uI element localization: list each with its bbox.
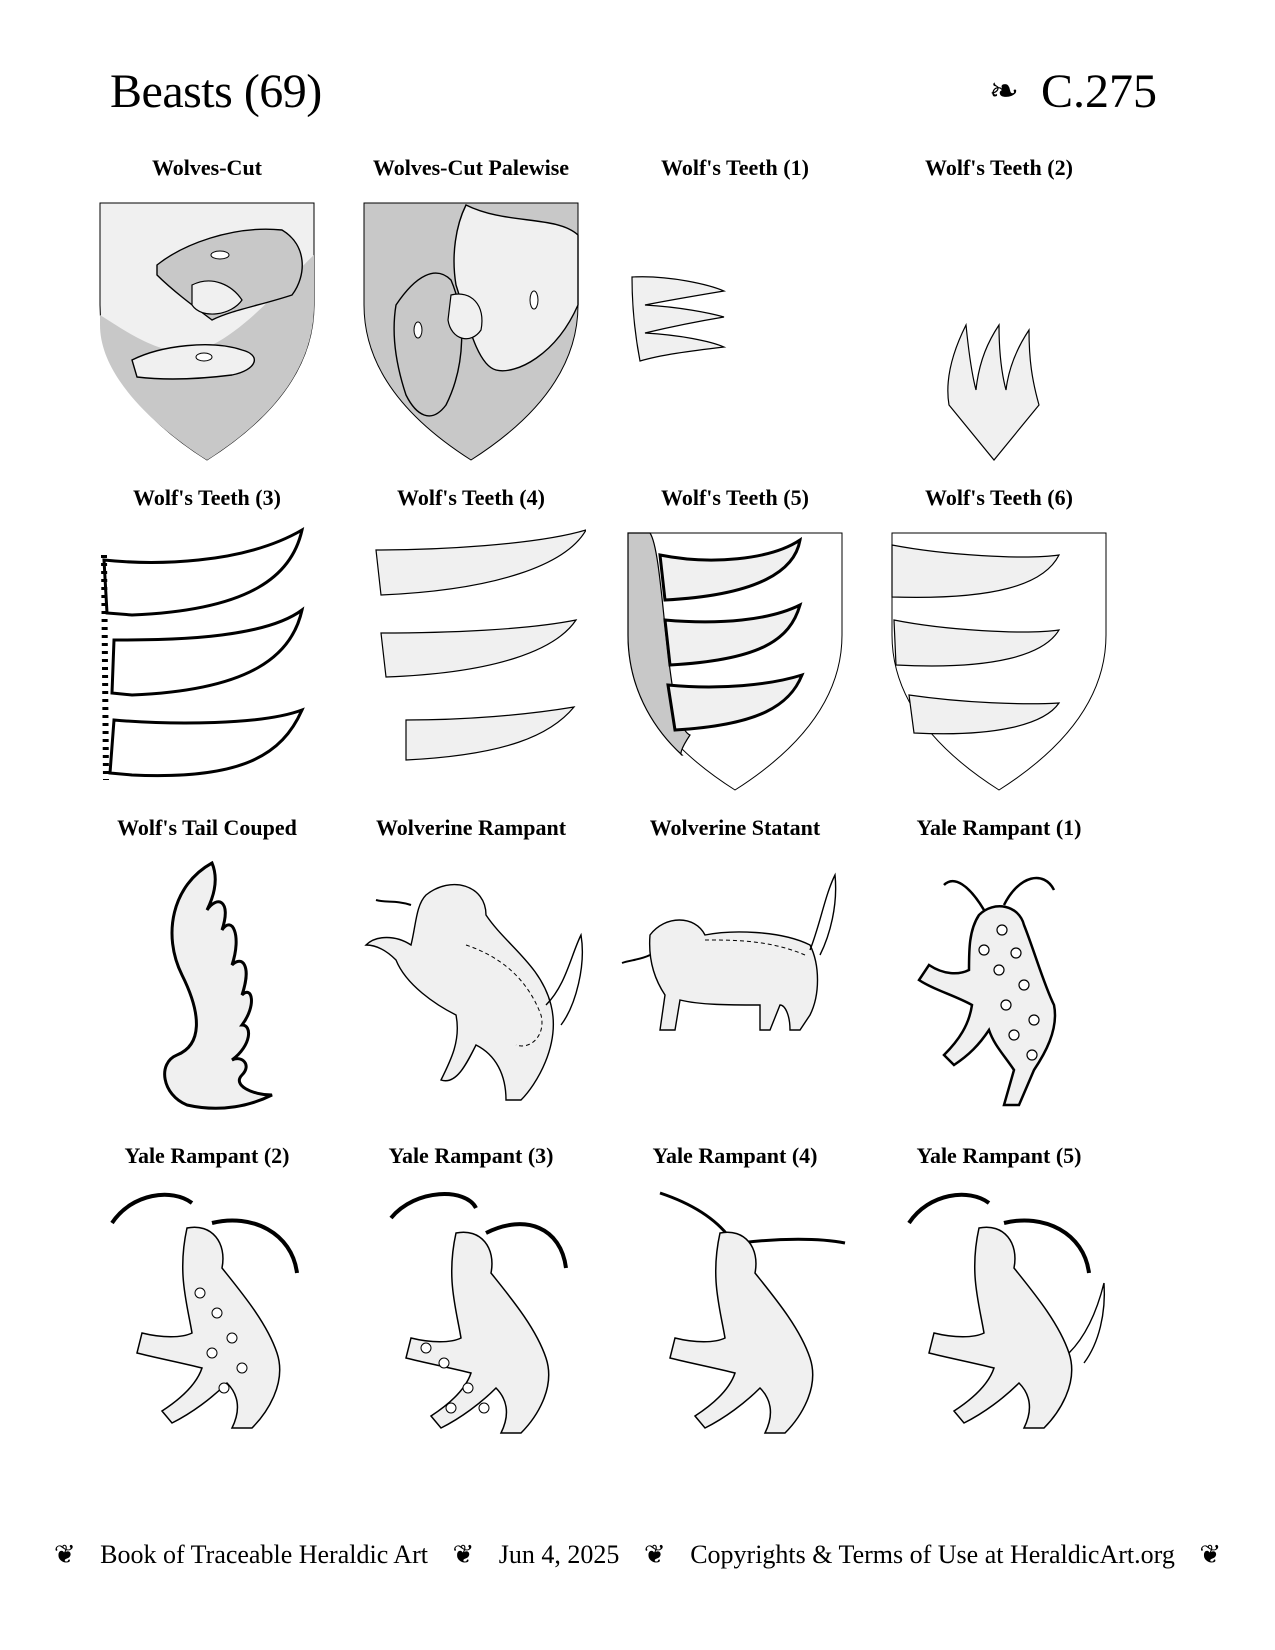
page-code-text: C.275 [1040,65,1157,118]
footer-date: Jun 4, 2025 [498,1540,620,1569]
art-item-wolfs-tail-couped[interactable] [72,815,342,1145]
art-item-wolfs-teeth-1[interactable] [600,155,870,485]
art-item-label: Wolf's Tail Couped [117,815,297,840]
art-item-label: Wolves-Cut Palewise [372,155,570,180]
art-item-yale-rampant-4[interactable] [600,1143,870,1473]
art-item-wolfs-teeth-5[interactable] [600,485,870,815]
art-item-label: Yale Rampant (2) [124,1143,290,1168]
art-item-label: Wolf's Teeth (6) [925,485,1073,510]
art-item-label: Wolf's Teeth (5) [661,485,809,510]
art-item-wolves-cut-palewise[interactable] [336,155,606,485]
art-item-wolfs-teeth-2[interactable] [864,155,1134,485]
art-item-label: Wolves-Cut [152,155,262,180]
art-item-wolves-cut[interactable] [72,155,342,485]
wolverine-statant-icon [620,855,850,1125]
art-item-label: Wolf's Teeth (2) [925,155,1073,180]
footer-rights[interactable]: Copyrights & Terms of Use at HeraldicArt.org [690,1540,1175,1569]
art-item-label: Wolf's Teeth (1) [661,155,809,180]
wolfs-teeth-2-icon [884,195,1114,465]
wolfs-teeth-6-shield-icon [884,525,1114,795]
footer [0,1540,1275,1570]
art-item-yale-rampant-1[interactable] [864,815,1134,1145]
ornament-icon: ❦ [452,1540,475,1569]
art-item-wolverine-rampant[interactable] [336,815,606,1145]
art-item-label: Yale Rampant (3) [388,1143,554,1168]
yale-rampant-1-icon [884,855,1114,1125]
ornament-icon: ❦ [53,1540,76,1569]
art-item-label: Yale Rampant (1) [916,815,1082,840]
wolfs-teeth-4-icon [356,525,586,795]
wolfs-teeth-5-shield-icon [620,525,850,795]
yale-rampant-4-icon [620,1183,850,1453]
ornament-icon: ❦ [643,1540,666,1569]
wolfs-tail-couped-icon [92,855,322,1125]
art-item-yale-rampant-2[interactable] [72,1143,342,1473]
art-item-label: Yale Rampant (5) [916,1143,1082,1168]
wolfs-teeth-1-icon [620,195,850,465]
wolfs-teeth-3-icon [92,525,322,795]
fleuron-icon: ❧ [988,71,1019,111]
art-item-wolfs-teeth-6[interactable] [864,485,1134,815]
yale-rampant-2-icon [92,1183,322,1453]
art-item-wolverine-statant[interactable] [600,815,870,1145]
yale-rampant-3-icon [356,1183,586,1453]
footer-book: Book of Traceable Heraldic Art [100,1540,428,1569]
wolves-cut-palewise-shield-icon [356,195,586,465]
art-item-label: Wolf's Teeth (4) [397,485,545,510]
yale-rampant-5-icon [884,1183,1114,1453]
ornament-icon: ❦ [1199,1540,1222,1569]
art-item-label: Wolverine Rampant [375,815,567,840]
art-item-yale-rampant-3[interactable] [336,1143,606,1473]
art-item-wolfs-teeth-3[interactable] [72,485,342,815]
page-title: Beasts (69) [110,65,322,118]
art-item-label: Wolverine Statant [649,815,821,840]
art-item-yale-rampant-5[interactable] [864,1143,1134,1473]
art-item-wolfs-teeth-4[interactable] [336,485,606,815]
wolves-cut-shield-icon [92,195,322,465]
art-item-label: Wolf's Teeth (3) [133,485,281,510]
art-item-label: Yale Rampant (4) [652,1143,818,1168]
wolverine-rampant-icon [356,855,586,1125]
